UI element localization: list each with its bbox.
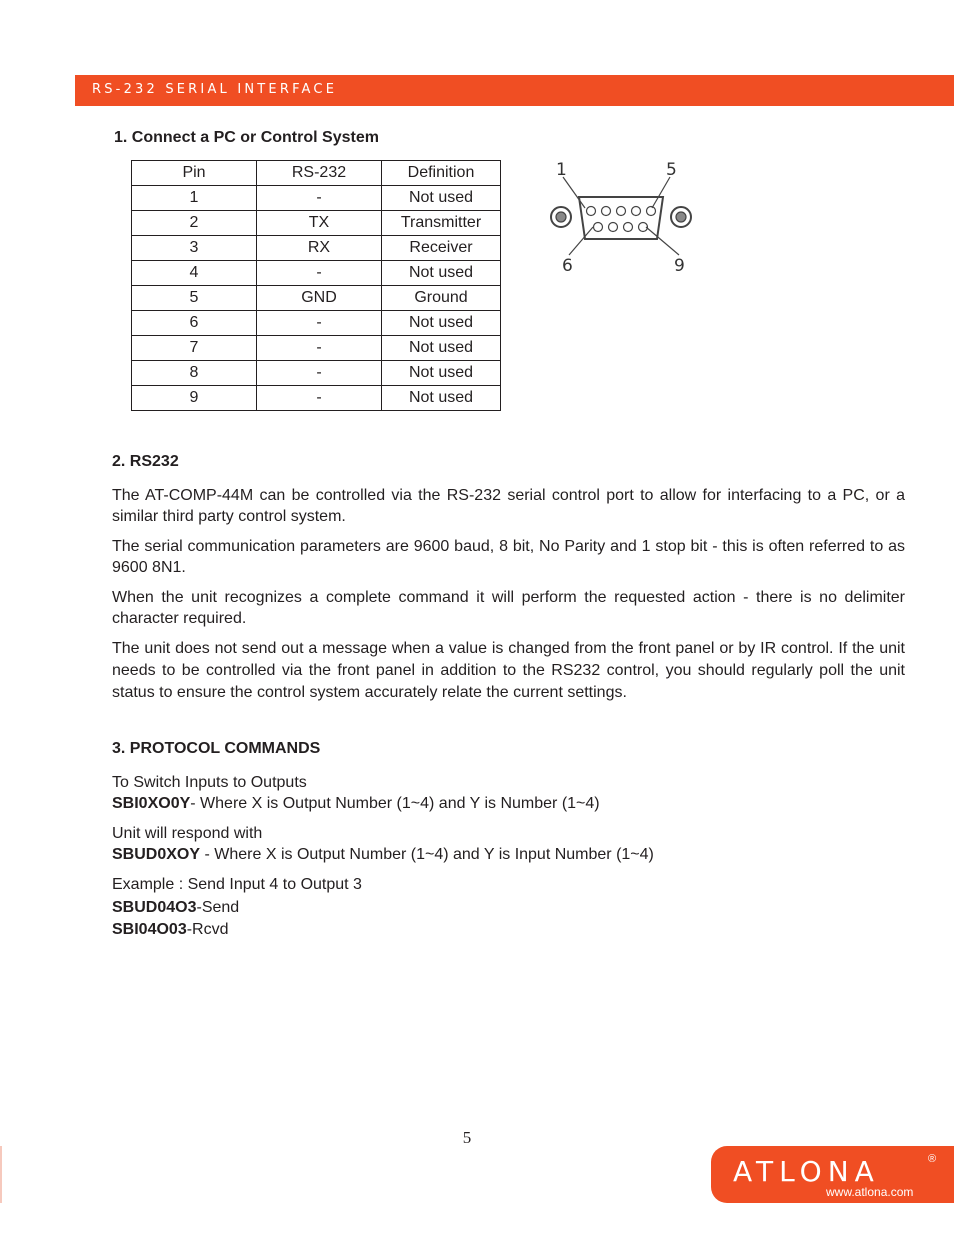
switch-block bbox=[112, 772, 905, 814]
section-title: RS-232 SERIAL INTERFACE bbox=[92, 82, 338, 97]
db9-connector-diagram bbox=[545, 155, 695, 280]
pin-label-6: 6 bbox=[562, 256, 573, 276]
table-cell: Not used bbox=[382, 386, 501, 411]
rs232-heading: 2. RS232 bbox=[112, 453, 179, 470]
example-send-suffix: -Send bbox=[196, 898, 240, 916]
example-intro: Example : Send Input 4 to Output 3 bbox=[112, 876, 362, 893]
respond-block bbox=[112, 823, 905, 865]
table-row bbox=[132, 386, 501, 411]
registered-mark: ® bbox=[928, 1153, 937, 1165]
pin-label-5: 5 bbox=[666, 160, 677, 180]
table-cell: Not used bbox=[382, 361, 501, 386]
table-cell: - bbox=[257, 261, 382, 286]
table-cell: Not used bbox=[382, 186, 501, 211]
table-row bbox=[132, 361, 501, 386]
column-header-rs232: RS-232 bbox=[257, 161, 382, 186]
table-cell: Not used bbox=[382, 261, 501, 286]
section-header-bar bbox=[75, 75, 954, 106]
table-row bbox=[132, 336, 501, 361]
rs232-paragraph: The serial communication parameters are 9600 baud, 8 bit, No Parity and 1 stop bit - this is often referred to as 9600 8N1. bbox=[112, 538, 905, 576]
page-number: 5 bbox=[462, 1128, 472, 1147]
connect-heading: 1. Connect a PC or Control System bbox=[114, 129, 379, 146]
rs232-paragraph: The unit does not send out a message when a value is changed from the front panel or by IR control. If the unit needs to be controlled via the front panel in addition to the RS232 control, you should regularly poll the unit status to ensure the control system accurately relate the current settings. bbox=[112, 640, 905, 701]
table-cell: Not used bbox=[382, 311, 501, 336]
example-block bbox=[112, 874, 905, 942]
table-cell: 1 bbox=[132, 186, 257, 211]
respond-command: SBUD0XOY bbox=[112, 846, 201, 863]
rs232-paragraph: When the unit recognizes a complete command it will perform the requested action - there is no delimiter character required. bbox=[112, 589, 905, 627]
table-cell: - bbox=[257, 186, 382, 211]
table-row bbox=[132, 211, 501, 236]
table-cell: 7 bbox=[132, 336, 257, 361]
example-send-command: SBUD04O3 bbox=[112, 898, 197, 916]
table-row bbox=[132, 286, 501, 311]
column-header-definition: Definition bbox=[382, 161, 501, 186]
pin-table bbox=[131, 160, 501, 411]
table-row bbox=[132, 236, 501, 261]
table-cell: TX bbox=[257, 211, 382, 236]
table-cell: 8 bbox=[132, 361, 257, 386]
respond-description: - Where X is Output Number (1~4) and Y is Input Number (1~4) bbox=[200, 846, 654, 863]
example-rcvd-suffix: -Rcvd bbox=[186, 921, 229, 938]
table-cell: 6 bbox=[132, 311, 257, 336]
table-cell: 9 bbox=[132, 386, 257, 411]
table-cell: Not used bbox=[382, 336, 501, 361]
switch-description: - Where X is Output Number (1~4) and Y is Number (1~4) bbox=[190, 795, 600, 812]
respond-intro: Unit will respond with bbox=[112, 825, 263, 842]
protocol-section bbox=[112, 738, 905, 951]
table-cell: - bbox=[257, 386, 382, 411]
pin-label-9: 9 bbox=[674, 256, 685, 276]
table-cell: RX bbox=[257, 236, 382, 261]
column-header-pin: Pin bbox=[132, 161, 257, 186]
table-header-row bbox=[132, 161, 501, 186]
rs232-paragraph: The AT-COMP-44M can be controlled via the RS-232 serial control port to allow for interfacing to a PC, or a similar third party control system. bbox=[112, 487, 905, 525]
table-row bbox=[132, 261, 501, 286]
example-rcvd-command: SBI04O03 bbox=[112, 921, 187, 938]
table-cell: Ground bbox=[382, 286, 501, 311]
switch-intro: To Switch Inputs to Outputs bbox=[112, 774, 307, 791]
protocol-heading: 3. PROTOCOL COMMANDS bbox=[112, 740, 321, 757]
table-cell: 5 bbox=[132, 286, 257, 311]
table-cell: Transmitter bbox=[382, 211, 501, 236]
table-cell: 4 bbox=[132, 261, 257, 286]
atlona-logo bbox=[711, 1146, 954, 1203]
table-cell: 3 bbox=[132, 236, 257, 261]
pin-label-1: 1 bbox=[556, 160, 567, 180]
table-cell: - bbox=[257, 336, 382, 361]
table-row bbox=[132, 311, 501, 336]
table-cell: Receiver bbox=[382, 236, 501, 261]
logo-wordmark: ATLONA bbox=[733, 1155, 880, 1188]
table-cell: - bbox=[257, 311, 382, 336]
table-cell: - bbox=[257, 361, 382, 386]
table-cell: GND bbox=[257, 286, 382, 311]
rs232-section bbox=[112, 451, 905, 713]
margin-marker bbox=[0, 1146, 2, 1203]
logo-url: www.atlona.com bbox=[826, 1185, 914, 1199]
switch-command: SBI0XO0Y bbox=[112, 795, 191, 812]
table-row bbox=[132, 186, 501, 211]
table-cell: 2 bbox=[132, 211, 257, 236]
